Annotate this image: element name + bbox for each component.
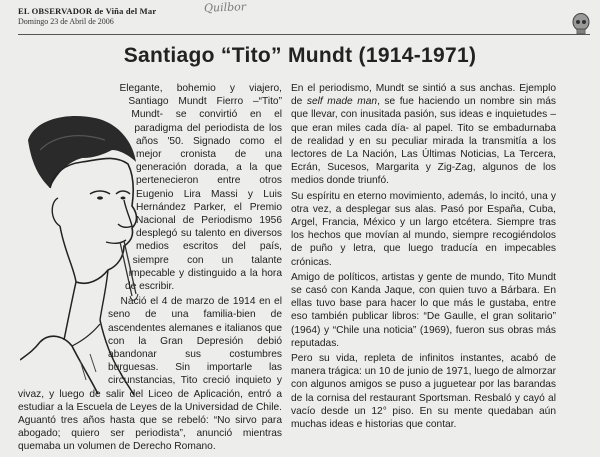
paragraph: Amigo de políticos, artistas y gente de mundo, Tito Mundt se casó con Kanda Jaque, con quien tuvo a Bárbara. En ellas tuvo base para hacer lo que más le gustaba, entre eso también publicar libros: “De Gaulle, el gran solitario” (1964) y “Chile una noticia” (1969), fueron sus obras más reputadas. [291,271,556,349]
paragraph [291,82,556,188]
newspaper-name: EL OBSERVADOR de Viña del Mar [18,6,157,16]
article-right-column [291,82,556,433]
article-left-column [18,82,282,456]
masthead [18,0,578,26]
text-run: En el periodismo, Mundt se sintió a sus anchas. Ejemplo de [291,83,556,108]
text-run: , se fue haciendo un nombre sin más que llevar, con inusitada pasión, sus ideas e inquietudes –que eran miles cada día- al papel. Tito se embadurnaba de realidad y en su peculiar mirada la transmitía a los lectores de La Nación, Las Últimas Noticias, La Tercera, Ecrán, Sucesos, Margarita y Zig-Zag, algunos de los medios donde triunfó. [291,96,556,187]
paragraph: Pero su vida, repleta de infinitos instantes, acabó de manera trágica: un 10 de junio de 1971, luego de almorzar con algunos amigos se puso a juguetear por las barandas de la cornisa del restaurant Sportsman. Resbaló y cayó al vacío desde un 12° piso. En su mente quedaban aún muchas ideas e historias que contar. [291,353,556,431]
paragraph: Elegante, bohemio y viajero, Santiago Mundt Fierro –“Tito” Mundt- se convirtió en el paradigma del periodista de los años '50. Signado como el mejor cronista de una generación dorada, a la que pertenecieron entre otros Eugenio Lira Massi y Luis Hernández Parker, el Premio Nacional de Periodismo 1956 desplegó su talento en diversos medios escritos del país, siempre con un talante impecable y distinguido a la hora de escribir. [119,83,282,293]
handwritten-note: Quilbor [203,0,247,15]
emphasized-text: self made man [306,96,378,108]
article-headline: Santiago “Tito” Mundt (1914-1971) [123,44,477,67]
paragraph: Su espíritu en eterno movimiento, además, lo incitó, una y otra vez, a desplegar sus alas. Pasó por España, Cuba, Argel, Francia, México y un largo etcétera. Siempre tras los hechos que movían al mundo, siempre recogiéndolos de puño y letra, que luego traducía en impecables crónicas. [291,190,556,268]
publication-date: Domingo 23 de Abril de 2006 [18,17,114,26]
portrait-wrap-space-lower [18,304,108,376]
masthead-rule [18,34,590,35]
paragraph: Nació el 4 de marzo de 1914 en el seno de una familia-bien de ascendentes alemanes e italianos que con la Gran Depresión debió abandonar sus costumbres burguesas. Sin importarle las circunstancias, Tito creció inquieto y vivaz, y luego de salir del Liceo de Aplicación, entró a estudiar a la Escuela de Leyes de la Universidad de Chile. Aguantó tres años hasta que se rebeló: “No sirvo para abogado; quiero ser periodista”, anunció mientras quemaba un volumen de Derecho Romano. [18,296,282,453]
portrait-wrap-space [18,82,136,304]
